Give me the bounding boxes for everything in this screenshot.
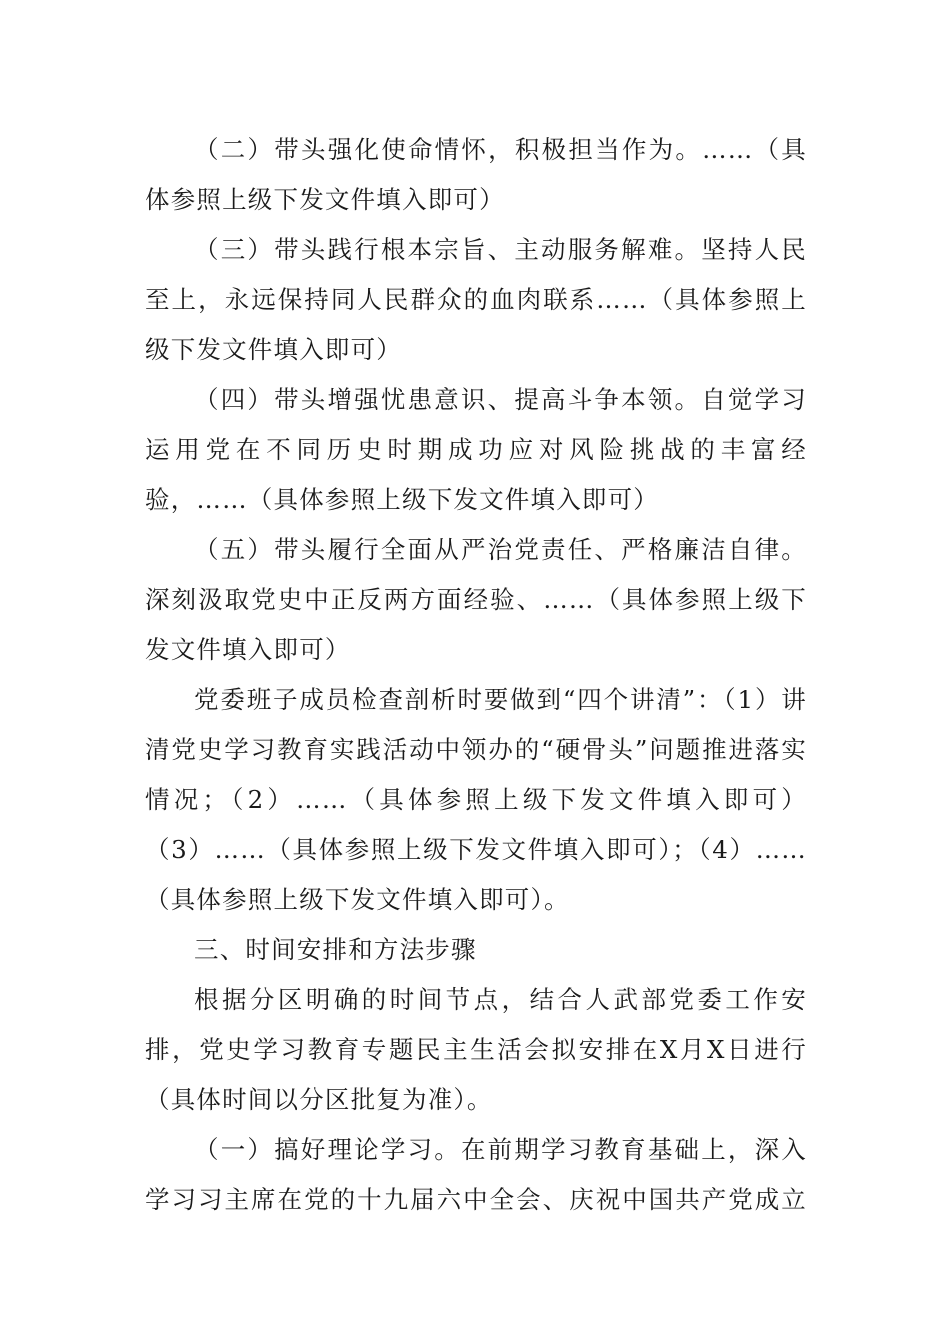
paragraph-four-clarifications: 党委班子成员检查剖析时要做到“四个讲清”：（1）讲清党史学习教育实践活动中领办的“硬骨头”问题推进落实情况；（2）……（具体参照上级下发文件填入即可）（3）……（具体参照上级下发文件填入即可）；（4）……（具体参照上级下发文件填入即可）。 — [145, 685, 807, 914]
paragraph-duty-5: （五）带头履行全面从严治党责任、严格廉洁自律。深刻汲取党史中正反两方面经验、……（具体参照上级下发文件填入即可） — [145, 535, 807, 664]
paragraph-theory-study: （一）搞好理论学习。在前期学习教育基础上，深入学习习主席在党的十九届六中全会、庆祝中国共产党成立 — [145, 1135, 807, 1214]
section-heading-schedule: 三、时间安排和方法步骤 — [194, 935, 477, 964]
paragraph-duty-3: （三）带头践行根本宗旨、主动服务解难。坚持人民至上，永远保持同人民群众的血肉联系……（具体参照上级下发文件填入即可） — [145, 235, 807, 364]
document-body — [145, 125, 807, 1225]
paragraph-schedule: 根据分区明确的时间节点，结合人武部党委工作安排，党史学习教育专题民主生活会拟安排在X月X日进行（具体时间以分区批复为准）。 — [145, 985, 807, 1114]
paragraph-duty-4: （四）带头增强忧患意识、提高斗争本领。自觉学习运用党在不同历史时期成功应对风险挑战的丰富经验，……（具体参照上级下发文件填入即可） — [145, 385, 807, 514]
paragraph-duty-2: （二）带头强化使命情怀，积极担当作为。……（具体参照上级下发文件填入即可） — [145, 135, 807, 214]
